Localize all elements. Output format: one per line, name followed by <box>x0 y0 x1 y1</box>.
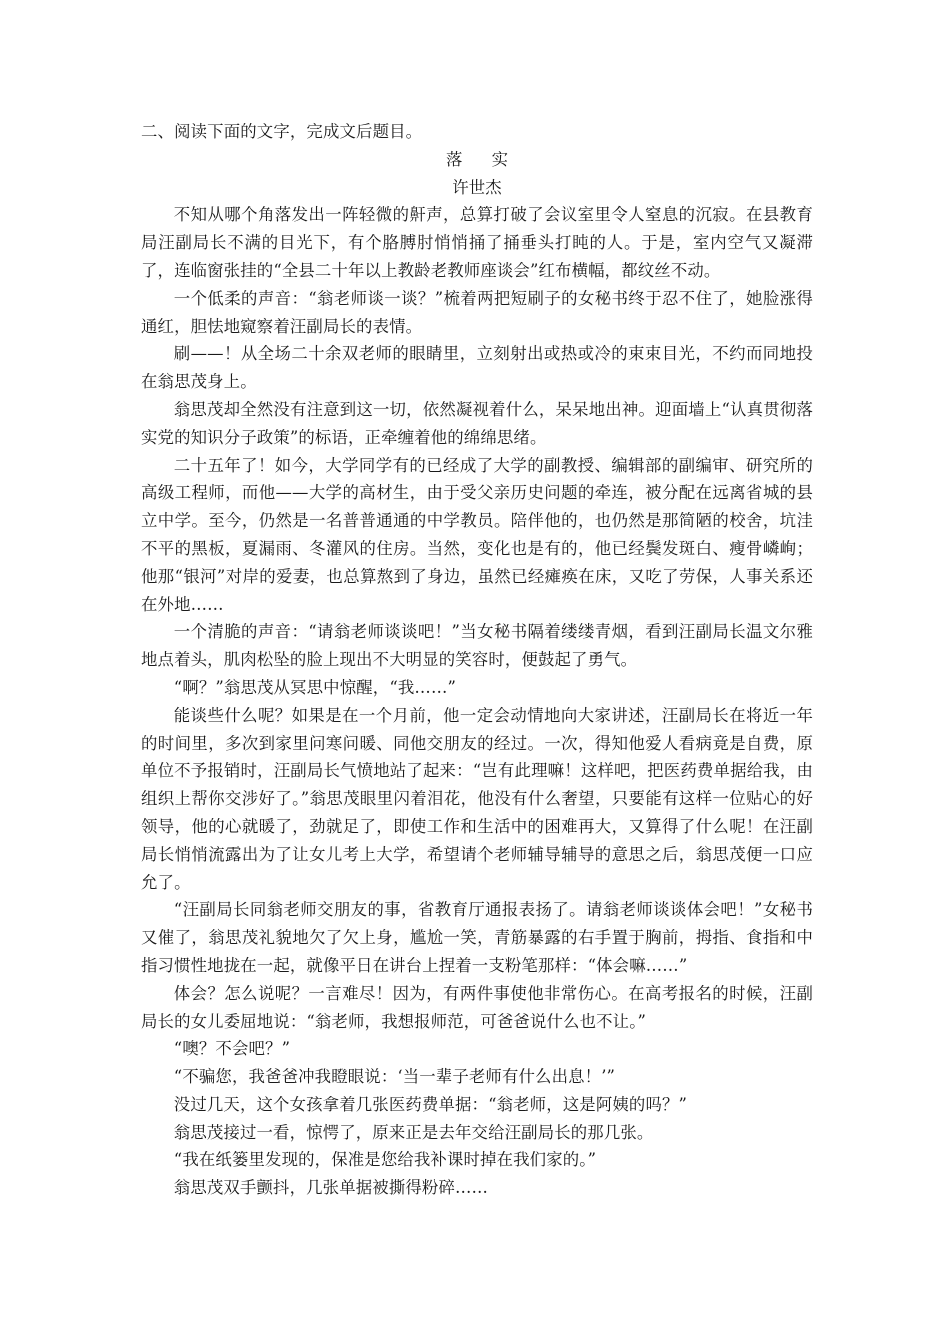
paragraph: 一个低柔的声音：“翁老师谈一谈？”梳着两把短刷子的女秘书终于忍不住了，她脸涨得通红，胆怯地窥察着汪副局长的表情。 <box>141 288 813 336</box>
document-page <box>141 118 813 1202</box>
paragraph: 翁思茂双手颤抖，几张单据被撕得粉碎…… <box>173 1178 489 1198</box>
paragraph: 二十五年了！如今，大学同学有的已经成了大学的副教授、编辑部的副编审、研究所的高级工程师，而他——大学的高材生，由于受父亲历史问题的牵连，被分配在远离省城的县立中学。至今，仍然是一名普普通通的中学教员。陪伴他的，也仍然是那简陋的校舍，坑洼不平的黑板，夏漏雨、冬灌风的住房。当然，变化也是有的，他已经鬓发斑白、瘦骨嶙峋；他那“银河”对岸的爱妻，也总算熬到了身边，虽然已经瘫痪在床，又吃了劳保，人事关系还在外地…… <box>141 455 813 614</box>
story-author: 许世杰 <box>452 177 502 197</box>
paragraph: “噢？不会吧？” <box>173 1039 291 1059</box>
paragraph: 刷——！从全场二十余双老师的眼睛里，立刻射出或热或冷的束束目光，不约而同地投在翁思茂身上。 <box>141 344 813 392</box>
paragraph: 体会？怎么说呢？一言难尽！因为，有两件事使他非常伤心。在高考报名的时候，汪副局长的女儿委屈地说：“翁老师，我想报师范，可爸爸说什么也不让。” <box>141 983 813 1031</box>
paragraph: 不知从哪个角落发出一阵轻微的鼾声，总算打破了会议室里令人窒息的沉寂。在县教育局汪副局长不满的目光下，有个胳膊肘悄悄捅了捅垂头打盹的人。于是，室内空气又凝滞了，连临窗张挂的“全县二十年以上教龄老教师座谈会”红布横幅，都纹丝不动。 <box>141 205 813 280</box>
paragraph: 翁思茂接过一看，惊愕了，原来正是去年交给汪副局长的那几张。 <box>173 1122 654 1142</box>
paragraph: 翁思茂却全然没有注意到这一切，依然凝视着什么，呆呆地出神。迎面墙上“认真贯彻落实党的知识分子政策”的标语，正牵缠着他的绵绵思绪。 <box>141 399 813 447</box>
paragraph: 没过几天，这个女孩拿着几张医药费单据：“翁老师，这是阿姨的吗？” <box>173 1094 688 1114</box>
section-heading: 二、阅读下面的文字，完成文后题目。 <box>141 122 423 141</box>
story-title: 落 实 <box>446 149 520 169</box>
paragraph: “不骗您，我爸爸冲我瞪眼说：‘当一辈子老师有什么出息！’” <box>173 1067 616 1087</box>
paragraph: 一个清脆的声音：“请翁老师谈谈吧！”当女秘书隔着缕缕青烟，看到汪副局长温文尔雅地点着头，肌肉松坠的脸上现出不大明显的笑容时，便鼓起了勇气。 <box>141 622 813 670</box>
paragraph: “我在纸篓里发现的，保准是您给我补课时掉在我们家的。” <box>173 1150 597 1170</box>
paragraph: 能谈些什么呢？如果是在一个月前，他一定会动情地向大家讲述，汪副局长在将近一年的时间里，多次到家里问寒问暖、同他交朋友的经过。一次，得知他爱人看病竟是自费，原单位不予报销时，汪副局长气愤地站了起来：“岂有此理嘛！这样吧，把医药费单据给我，由组织上帮你交涉好了。”翁思茂眼里闪着泪花，他没有什么奢望，只要能有这样一位贴心的好领导，他的心就暖了，劲就足了，即使工作和生活中的困难再大，又算得了什么呢！在汪副局长悄悄流露出为了让女儿考上大学，希望请个老师辅导辅导的意思之后，翁思茂便一口应允了。 <box>141 705 813 892</box>
paragraph: “啊？”翁思茂从冥思中惊醒，“我……” <box>173 677 457 697</box>
paragraph: “汪副局长同翁老师交朋友的事，省教育厅通报表扬了。请翁老师谈谈体会吧！”女秘书又催了，翁思茂礼貌地欠了欠上身，尴尬一笑，青筋暴露的右手置于胸前，拇指、食指和中指习惯性地拢在一起，就像平日在讲台上捏着一支粉笔那样：“体会嘛……” <box>141 900 813 975</box>
